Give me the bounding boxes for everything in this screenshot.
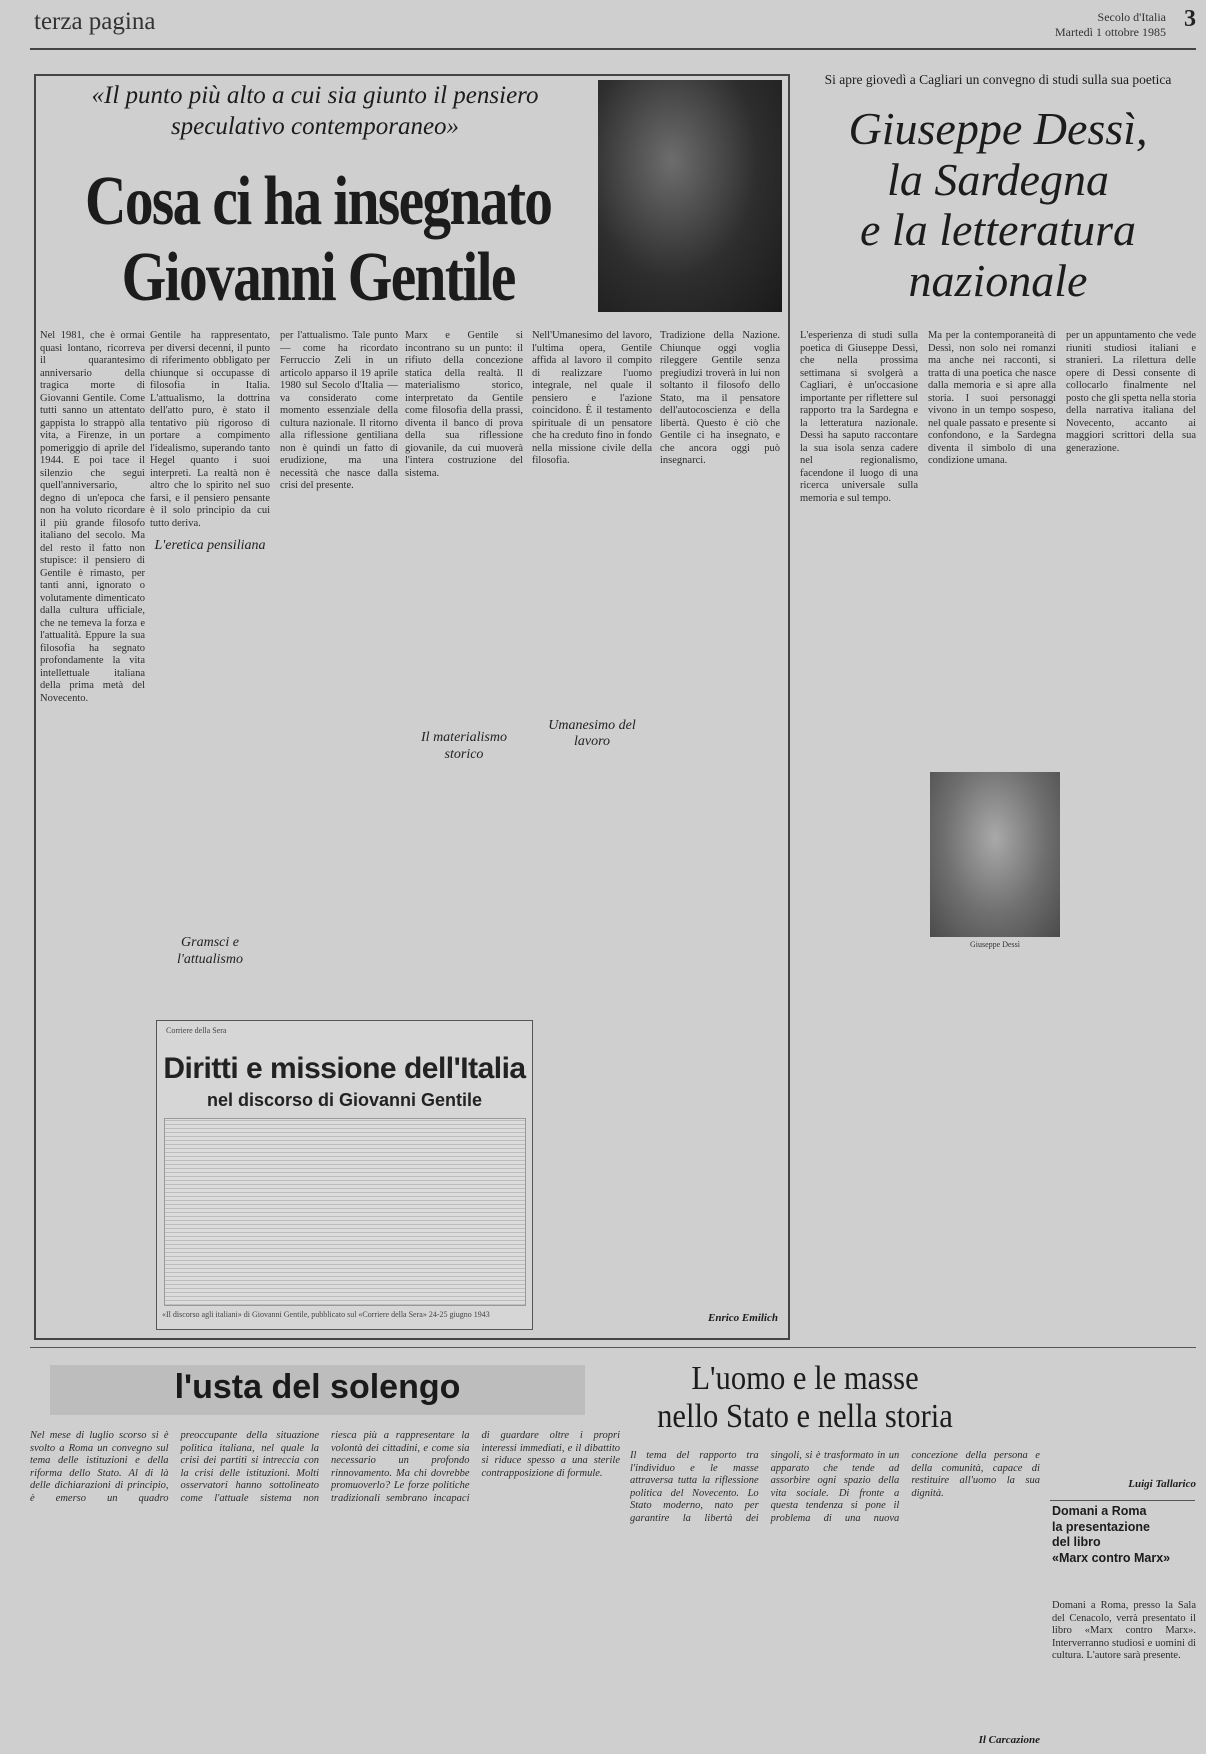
usta-body: [30, 1430, 620, 1745]
gentile-text-4: Marx e Gentile si incontrano su un punto: il rifiuto della concezione statica della realtà. Il materialismo storico, interpretato da Gentile come filosofia della prassi, diventa il banco di prova della sua riflessione giovanile, da cui muoverà l'intera costruzione del sistema.: [405, 330, 523, 479]
gentile-column-4: [405, 330, 523, 1010]
uomo-title: [630, 1360, 981, 1436]
dessi-text-1: L'esperienza di studi sulla poetica di Giuseppe Dessì, che nella prossima settimana si svolgerà a Cagliari, è un'occasione importante per riflettere sul rapporto tra la Sardegna e la letteratura nazionale. Dessì ha saputo raccontare la sua isola senza cadere nel regionalismo, facendone il luogo di una ricerca universale sulla memoria e sul tempo.: [800, 330, 918, 504]
sidebar-title-line-2: la presentazione: [1052, 1519, 1150, 1534]
uomo-body: [630, 1450, 1040, 1730]
uomo-title-line-1: L'uomo e le masse: [691, 1360, 919, 1397]
gentile-text-1: Nel 1981, che è ormai quasi lontano, ricorreva il quarantesimo anniversario della tragica morte di Giovanni Gentile. Come tutti sanno un attentato gappista lo strappò alla vita, a Firenze, in un pomeriggio di aprile del 1944. E poi tace il silenzio che seguì quell'anniversario, degno di un'epoca che non ha voluto ricordare il più grande filosofo italiano del secolo. Ma del resto il fatto non stupisce: il pensiero di Gentile è rimasto, per tanti anni, ignorato o volutamente dimenticato dalla cultura ufficiale, che ne temeva la forza e l'attualità. Eppure la sua filosofia ha segnato profondamente la vita intellettuale italiana della prima metà del Novecento.: [40, 330, 145, 704]
dessi-title-line-4: nazionale: [908, 254, 1088, 306]
section-label: terza pagina: [34, 8, 156, 35]
dessi-kicker: Si apre giovedì a Cagliari un convegno di studi sulla sua poetica: [824, 72, 1172, 87]
gentile-subhead-4: Umanesimo del lavoro: [548, 717, 636, 750]
gentile-text-2: Gentile ha rappresentato, per diversi decenni, il punto di riferimento obbligato per chiunque si occupasse di filosofia in Italia. L'attualismo, la dottrina dell'atto puro, è stato il tentativo più rigoroso di portare a compimento l'idealismo, superando tanto Hegel quanto i suoi interpreti. La realtà non è altro che lo spirito nel suo farsi, e il pensiero pensante è il solo principio da cui tutto deriva.: [150, 330, 270, 529]
uomo-title-line-2: nello Stato e nella storia: [657, 1398, 953, 1436]
dessi-text-3: per un appuntamento che vede riuniti studiosi italiani e stranieri. La rilettura delle opere di Dessì consente di collocarlo finalmente nel posto che gli spetta nella storia della narrativa italiana del Novecento, accanto ai maggiori scrittori della sua generazione.: [1066, 330, 1196, 454]
usta-text: Nel mese di luglio scorso si è svolto a Roma un convegno sul tema delle istituzioni e della riforma dello Stato. Al di là delle dichiarazioni di principio, è emerso un quadro preoccupante della situazione politica italiana, nel quale la crisi dei partiti si intreccia con la crisi delle istituzioni. Molti osservatori hanno sottolineato come l'attuale sistema non riesca più a rappresentare la volontà dei cittadini, e come sia necessario un profondo rinnovamento. Ma chi dovrebbe promuoverlo? Le forze politiche tradizionali sembrano incapaci di guardare oltre i propri interessi immediati, e il dibattito si riduce spesso a una sterile contrapposizione di formule.: [30, 1430, 620, 1504]
page-number: 3: [1184, 6, 1196, 32]
gentile-column-3: [280, 330, 398, 1010]
sidebar-title-line-4: «Marx contro Marx»: [1052, 1550, 1171, 1565]
gentile-headline: Cosa ci ha insegnato Giovanni Gentile: [85, 163, 552, 316]
uomo-text: Il tema del rapporto tra l'individuo e le masse attraversa tutta la riflessione politica del Novecento. Lo Stato moderno, nato per garantire la libertà dei singoli, si è trasformato in un apparato che tende ad assorbire ogni spazio della vita sociale. Di fronte a questa tendenza si pone il problema di una nuova concezione della persona e della comunità, capace di restituire all'uomo la sua dignità.: [630, 1450, 1040, 1524]
dessi-title-line-1: Giuseppe Dessì,: [848, 103, 1148, 154]
sidebar-title-line-3: del libro: [1052, 1535, 1101, 1550]
bottom-rule: [30, 1347, 1196, 1348]
sidebar-body: [1052, 1600, 1196, 1740]
dessi-text-2: Ma per la contemporaneità di Dessì, non solo nei romanzi ma anche nei racconti, si tratta di una poetica che nasce dalla memoria e si apre alla storia. I suoi personaggi vivono in un tempo sospeso, nel quale passato e presente si confondono, e la Sardegna diventa il simbolo di una condizione umana.: [928, 330, 1056, 466]
sidebar-rule: [1050, 1500, 1195, 1501]
gentile-column-1: [40, 330, 145, 1330]
dessi-column-1: [800, 330, 918, 1340]
gentile-column-2: [150, 330, 270, 1010]
sidebar-title-line-1: Domani a Roma: [1052, 1504, 1147, 1518]
masthead-block: [1055, 10, 1166, 40]
usta-title: l'usta del solengo: [174, 1368, 461, 1406]
gentile-subhead-2: Gramsci e l'attualismo: [176, 934, 243, 967]
dessi-title-line-2: la Sardegna: [887, 153, 1109, 205]
diritti-subtitle: nel discorso di Giovanni Gentile: [206, 1090, 483, 1110]
diritti-title: Diritti e missione dell'Italia: [163, 1052, 526, 1085]
gentile-kicker: «Il punto più alto a cui sia giunto il pensiero speculativo contemporaneo»: [91, 82, 539, 141]
gentile-photo: [598, 80, 782, 312]
gentile-column-6: [660, 330, 780, 1310]
gentile-subhead-1: L'eretica pensiliana: [154, 538, 266, 553]
gentile-text-5: Nell'Umanesimo del lavoro, l'ultima opera, Gentile affida al lavoro il compito di realizzare l'uomo integrale, nel quale il pensiero e l'azione coincidono. È il testamento spirituale di un pensatore che ha creduto fino in fondo nella missione civile della filosofia.: [532, 330, 652, 466]
gentile-author: Enrico Emilich: [708, 1312, 778, 1324]
dessi-column-2: [928, 330, 1056, 760]
diritti-caption: «Il discorso agli italiani» di Giovanni Gentile, pubblicato sul «Corriere della Sera» 24-25 giugno 1943: [162, 1310, 490, 1319]
dessi-title: [800, 104, 1196, 306]
sidebar-text: Domani a Roma, presso la Sala del Cenacolo, verrà presentato il libro «Marx contro Marx». Interverranno studiosi e uomini di cultura. L'autore sarà presente.: [1052, 1600, 1196, 1661]
uomo-author: Il Carcazione: [978, 1734, 1040, 1746]
header-rule: [30, 48, 1196, 50]
dessi-column-3: [1066, 330, 1196, 1480]
dessi-photo: [930, 772, 1060, 937]
diritti-newsprint-image: [164, 1118, 526, 1306]
masthead: Secolo d'Italia: [1097, 10, 1166, 24]
dessi-photo-caption: Giuseppe Dessì: [970, 940, 1020, 949]
dessi-title-line-3: e la letteratura: [860, 204, 1136, 256]
diritti-masthead: Corriere della Sera: [166, 1026, 227, 1035]
gentile-text-3: per l'attualismo. Tale punto — come ha ricordato Ferruccio Zeli in un articolo apparso il 19 aprile 1980 sul Secolo d'Italia — va considerato come momento essenziale della cultura nazionale. Il ritorno alla riflessione gentiliana non è quindi un fatto di erudizione, ma una necessità che nasce dalla crisi del presente.: [280, 330, 398, 491]
issue-date: Martedì 1 ottobre 1985: [1055, 25, 1166, 39]
dessi-author: Luigi Tallarico: [1128, 1478, 1196, 1490]
gentile-subhead-3: Il materialismo storico: [421, 730, 507, 762]
sidebar-title: [1052, 1504, 1196, 1567]
gentile-text-6: Tradizione della Nazione. Chiunque oggi voglia rileggere Gentile senza pregiudizi troverà in lui non soltanto il filosofo dello Stato, ma il pensatore dell'autocoscienza e della libertà. Questo è ciò che Gentile ci ha insegnato, e che ancora oggi può insegnarci.: [660, 330, 780, 466]
gentile-column-5: [532, 330, 652, 1330]
